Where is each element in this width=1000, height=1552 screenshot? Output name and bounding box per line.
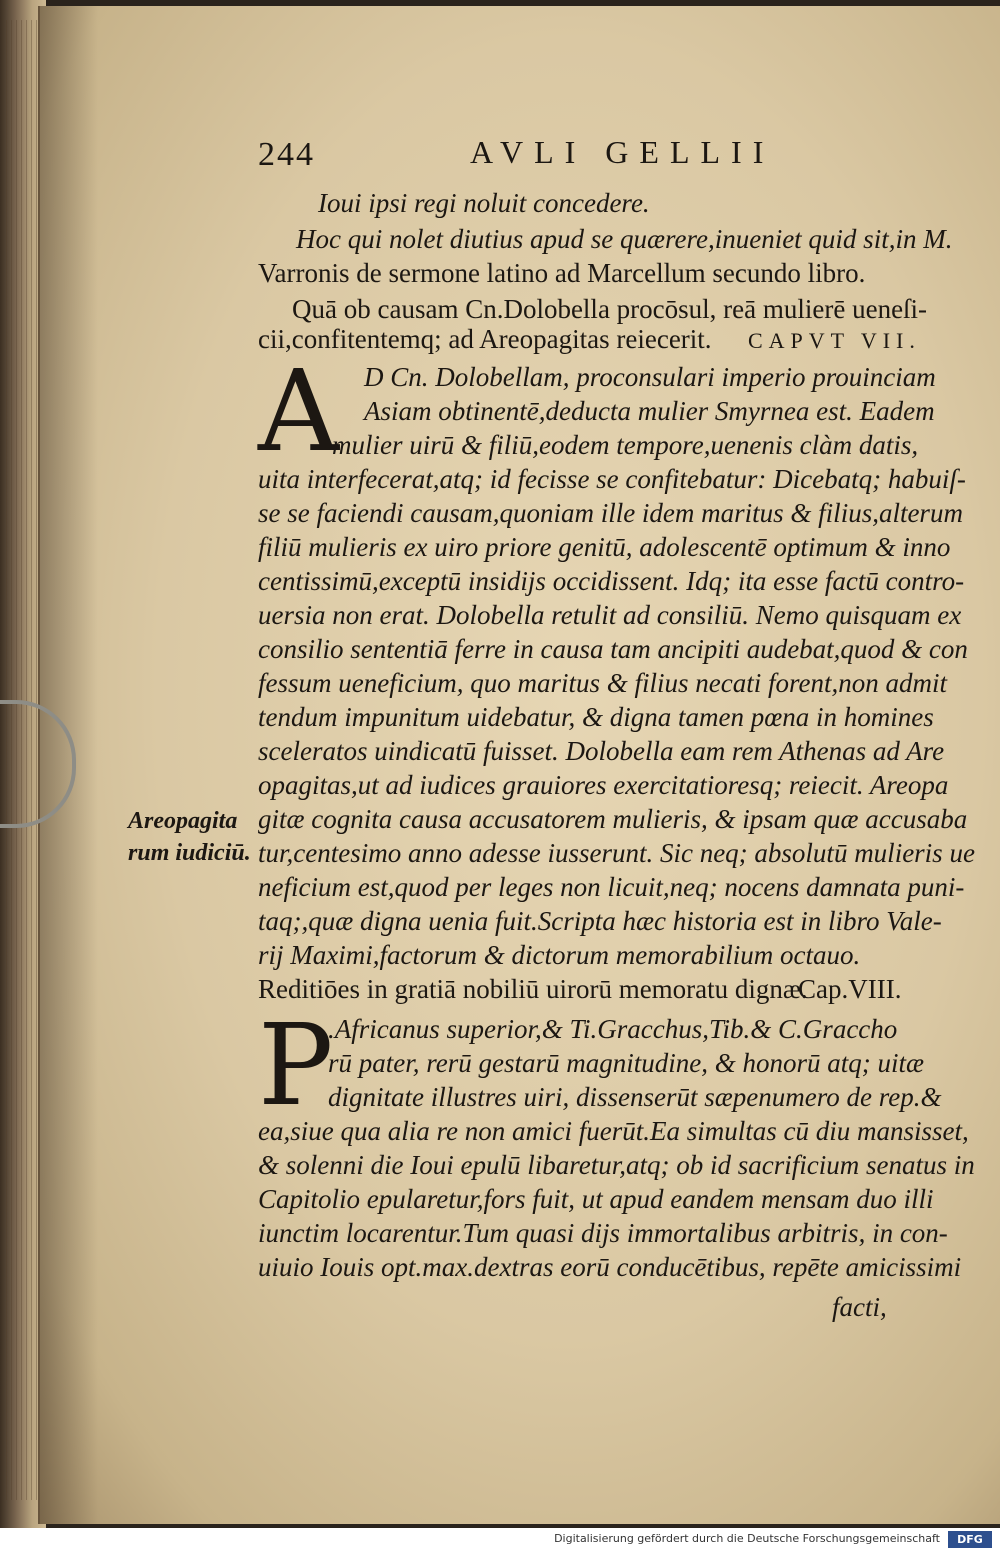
body-line: neficium est,quod per leges non licuit,neq; nocens damnata puni- [258, 872, 965, 902]
body-line: taq;,quæ digna uenia fuit.Scripta hæc historia est in libro Vale- [258, 906, 942, 936]
body-line: dignitate illustres uiri, dissenserūt sæpenumero de rep.& [328, 1082, 942, 1112]
footer-bar [0, 1528, 1000, 1552]
body-line: & solenni die Ioui epulū libaretur,atq; ob id sacrificium senatus in [258, 1150, 975, 1180]
body-line: Asiam obtinentē,deducta mulier Smyrnea est. Eadem [364, 396, 935, 426]
body-line: centissimū,exceptū insidijs occidissent. Idq; ita esse factū contro- [258, 566, 965, 596]
body-line: tur,centesimo anno adesse iusserunt. Sic neq; absolutū mulieris ue [258, 838, 975, 868]
body-line: rū pater, rerū gestarū magnitudine, & honorū atq; uitæ [328, 1048, 925, 1078]
body-line: uiuio Iouis opt.max.dextras eorū conducētibus, repēte amicissimi [258, 1252, 962, 1282]
chapter-title-line: Quā ob causam Cn.Dolobella procōsul, reā mulierē ueneſi- [292, 294, 928, 324]
footer-credit: Digitalisierung gefördert durch die Deutsche Forschungsgemeinschaft [554, 1532, 940, 1545]
body-line: fessum ueneficium, quo maritus & filius necati forent,non admit [258, 668, 947, 698]
body-line: Hoc qui nolet diutius apud se quærere,inueniet quid sit,in M. [296, 224, 953, 254]
body-line: ea,siue qua alia re non amici fuerūt.Ea simultas cū diu mansisset, [258, 1116, 969, 1146]
body-line: mulier uirū & filiū,eodem tempore,uenenis clàm datis, [332, 430, 919, 460]
body-line: sceleratos uindicatū fuisset. Dolobella eam rem Athenas ad Are [258, 736, 945, 766]
margin-note-line-2: rum iudiciū. [128, 840, 251, 866]
drop-cap-a: A [258, 347, 339, 477]
body-line: iunctim locarentur.Tum quasi dijs immortalibus arbitris, in con- [258, 1218, 948, 1248]
body-line: rij Maximi,factorum & dictorum memorabilium octauo. [258, 940, 861, 970]
catchword: facti, [832, 1292, 887, 1322]
drop-cap-p: P [258, 1001, 334, 1131]
body-line: uersia non erat. Dolobella retulit ad consiliū. Nemo quisquam ex [258, 600, 962, 630]
body-line: Varronis de sermone latino ad Marcellum secundo libro. [258, 258, 866, 288]
dfg-logo: DFG [948, 1531, 992, 1548]
body-line: se se faciendi causam,quoniam ille idem maritus & filius,alterum [258, 498, 963, 528]
margin-note-line-1: Areopagita [128, 808, 238, 834]
body-line: D Cn. Dolobellam, proconsulari imperio prouinciam [364, 362, 936, 392]
chapter-title-line: cii,confitentemq; ad Areopagitas reiecerit. [258, 324, 712, 354]
body-line: opagitas,ut ad iudices grauiores exercitatioresq; reiecit. Areopa [258, 770, 949, 800]
page-number: 244 [258, 136, 315, 173]
chapter-number: Cap.VIII. [798, 974, 902, 1004]
chapter-number: CAPVT VII. [748, 328, 921, 353]
body-line: uita interfecerat,atq; id fecisse se confitebatur: Dicebatq; habuiſ- [258, 464, 966, 494]
body-line: Capitolio epularetur,fors fuit, ut apud eandem mensam duo illi [258, 1184, 934, 1214]
body-line: .Africanus superior,& Ti.Gracchus,Tib.& C.Graccho [328, 1014, 898, 1044]
body-line: tendum impunitum uidebatur, & digna tamen pœna in homines [258, 702, 934, 732]
body-line: consilio sententiā ferre in causa tam ancipiti audebat,quod & con [258, 634, 968, 664]
body-line: filiū mulieris ex uiro priore genitū, adolescentē optimum & inno [258, 532, 951, 562]
running-head: AVLI GELLII [470, 134, 775, 170]
body-line: gitæ cognita causa accusatorem mulieris, & ipsam quæ accusaba [258, 804, 968, 834]
chapter-title-line: Reditiōes in gratiā nobiliū uirorū memoratu dignæ. [258, 974, 808, 1004]
body-line: Ioui ipsi regi noluit concedere. [318, 188, 650, 218]
